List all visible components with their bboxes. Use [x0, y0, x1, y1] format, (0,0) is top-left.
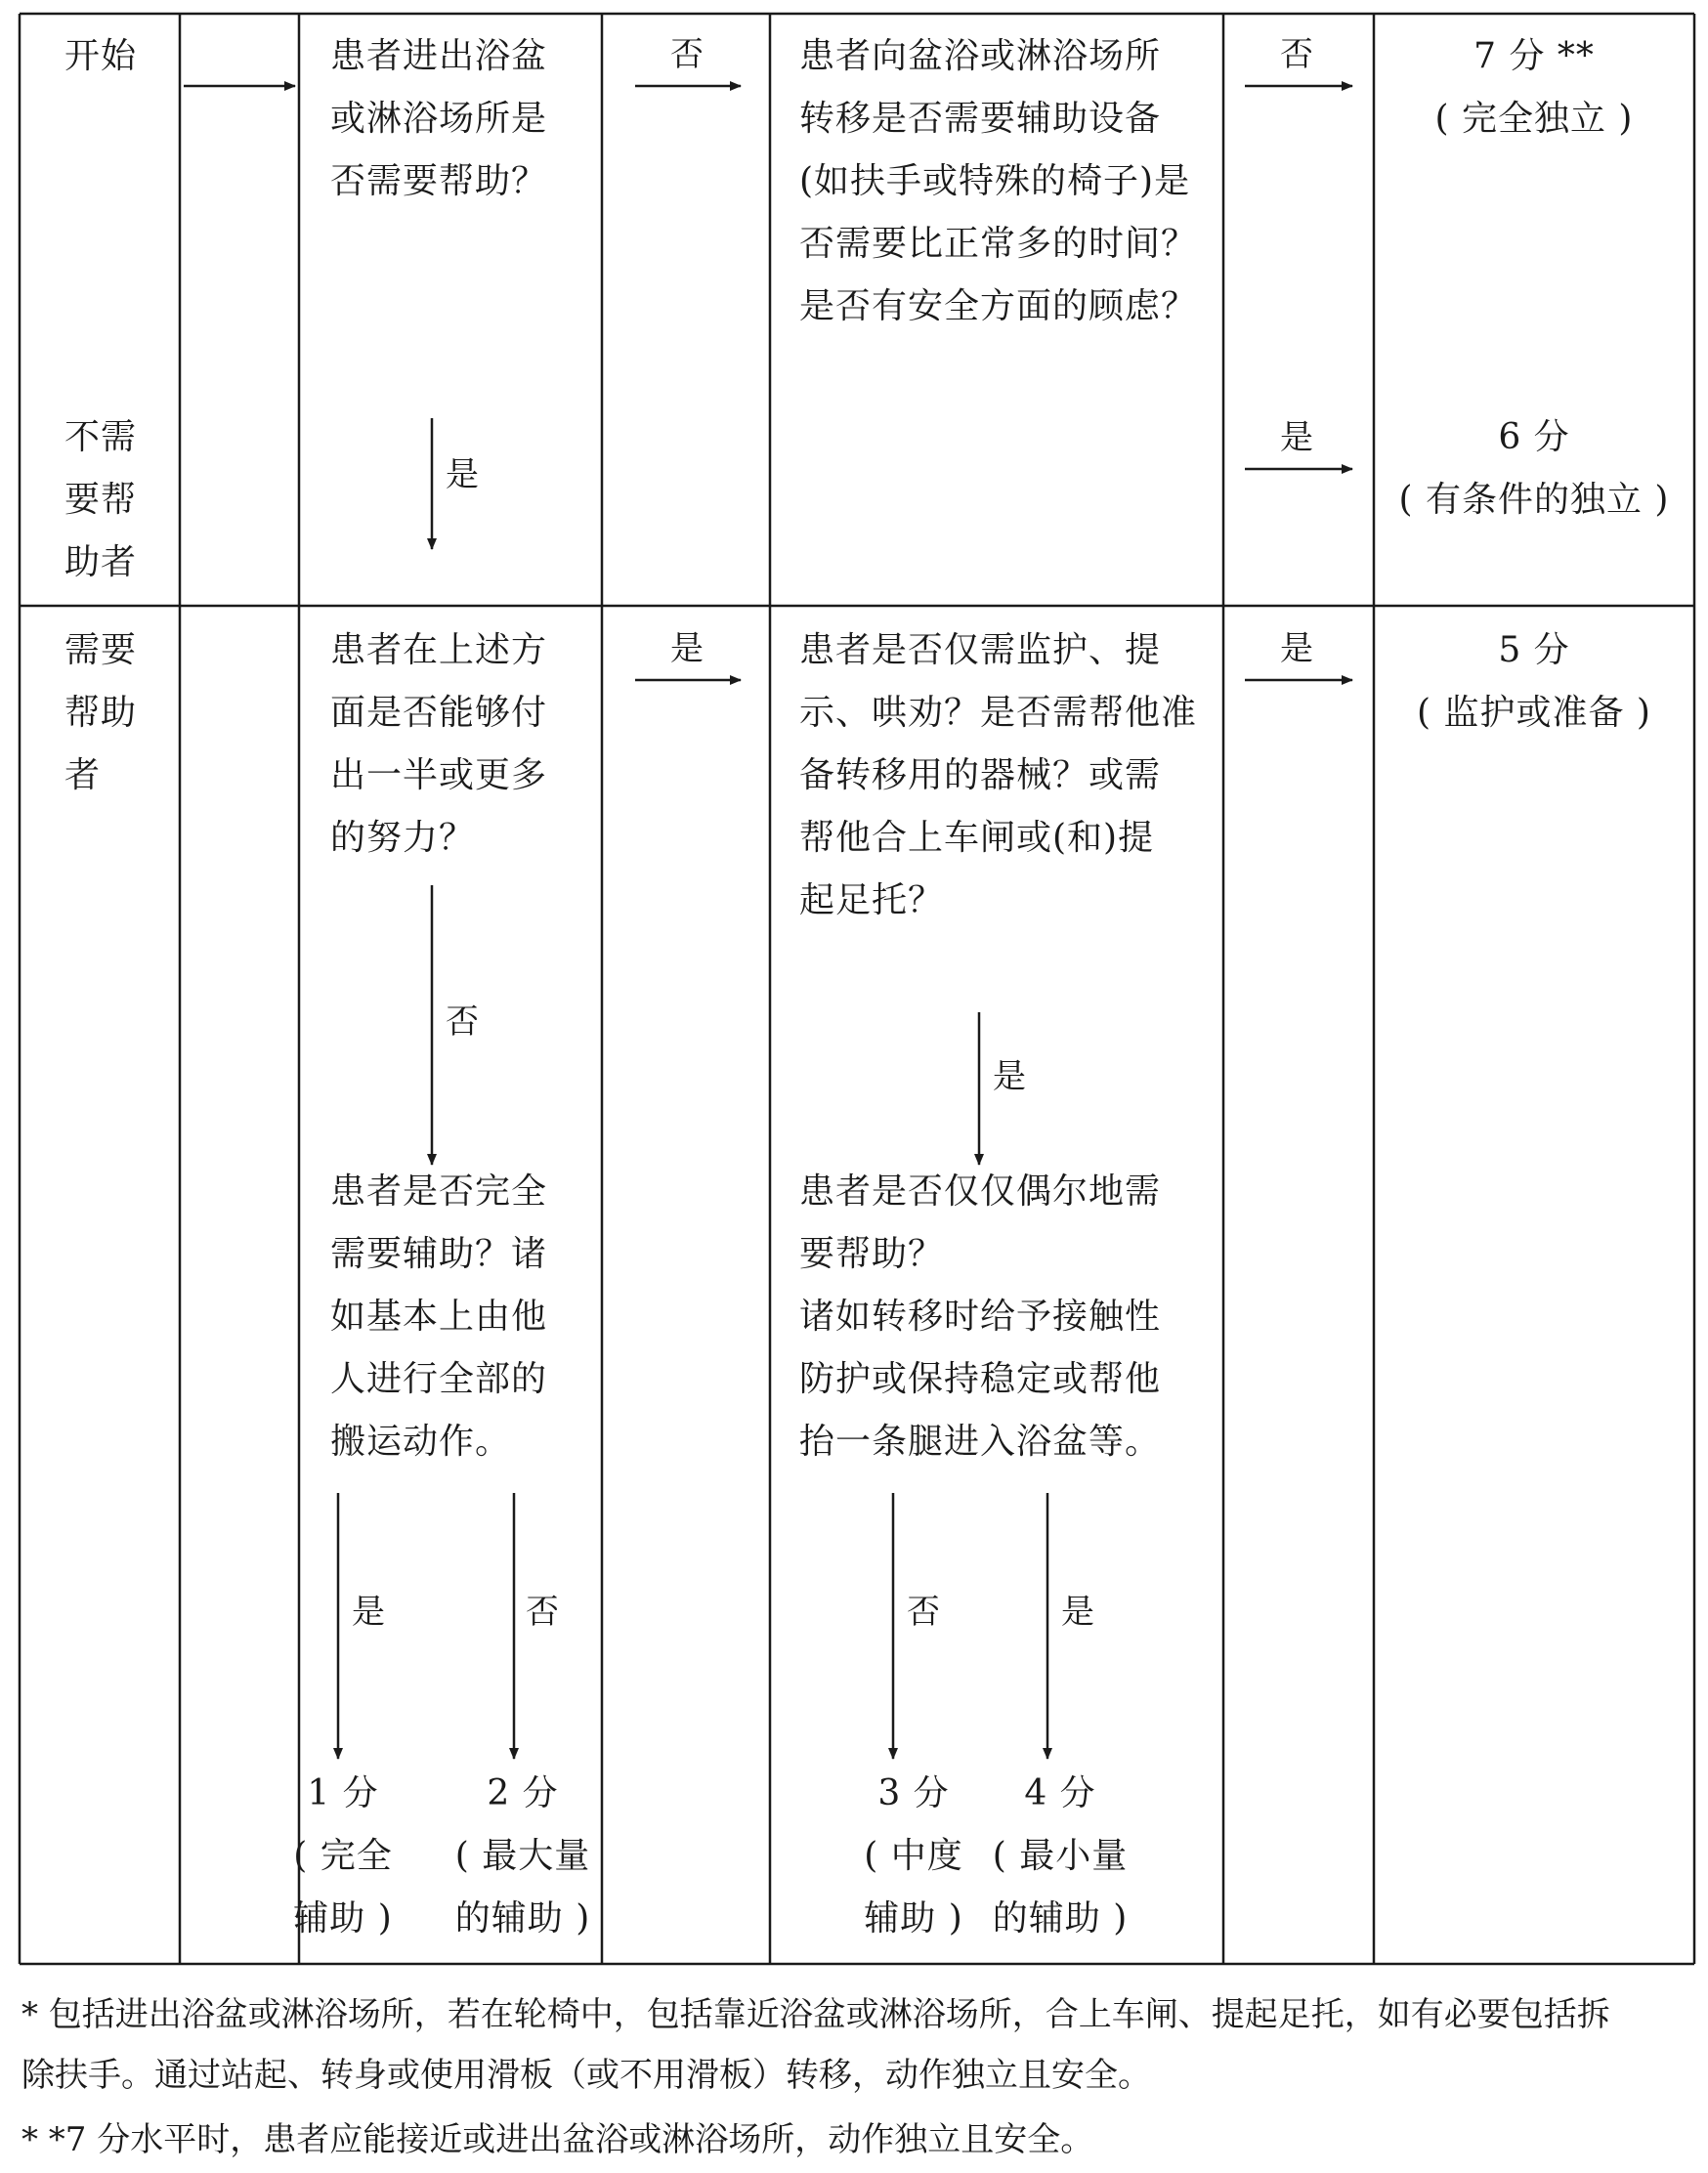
question-q5: 患者是否完全 需要辅助？诸 如基本上由他 人进行全部的 搬运动作。 [330, 1172, 548, 1462]
score-6: 6 分 ( 有条件的独立 ) [1398, 417, 1670, 520]
arrow-label-q3-q4: 是 [670, 629, 704, 668]
arrow-label-q3-q5: 否 [446, 1002, 479, 1042]
question-q6: 患者是否仅仅偶尔地需 要帮助？ 诸如转移时给予接触性 防护或保持稳定或帮他 抬一条腿进入浴盆等。 [799, 1172, 1162, 1462]
arrow-label-q2-score6: 是 [1280, 418, 1313, 457]
score-1: 1 分 ( 完全 辅助 ) [293, 1773, 393, 1939]
arrow-label-q6-score3: 否 [907, 1593, 940, 1632]
arrow-label-q4-score5: 是 [1280, 629, 1313, 668]
question-q2: 患者向盆浴或淋浴场所 转移是否需要辅助设备 (如扶手或特殊的椅子)是 否需要比正常多的时间？ 是否有安全方面的顾虑？ [799, 36, 1198, 326]
arrow-label-q4-q6: 是 [993, 1057, 1026, 1096]
row-label-start: 开始 [64, 36, 138, 76]
footnote-2: * *7 分水平时，患者应能接近或进出盆浴或淋浴场所，动作独立且安全。 [21, 2120, 1094, 2159]
arrow-label-q5-score1: 是 [352, 1593, 385, 1632]
arrow-label-q1-q3: 是 [446, 455, 479, 494]
arrow-label-q6-score4: 是 [1061, 1593, 1094, 1632]
question-q4: 患者是否仅需监护、提 示、哄劝？是否需帮他准 备转移用的器械？或需 帮他合上车闸或(和)提 起足托？ [799, 630, 1198, 920]
score-2: 2 分 ( 最大量 的辅助 ) [454, 1773, 591, 1939]
score-5: 5 分 ( 监护或准备 ) [1417, 630, 1651, 733]
arrow-label-q5-score2: 否 [526, 1593, 559, 1632]
footnote-1-line-1: * 包括进出浴盆或淋浴场所，若在轮椅中，包括靠近浴盆或淋浴场所，合上车闸、提起足托，如有必要包括拆 [21, 1995, 1610, 2034]
arrow-label-q1-q2: 否 [670, 35, 704, 74]
question-q3: 患者在上述方 面是否能够付 出一半或更多 的努力？ [330, 630, 548, 858]
row-label-need-help: 需要 帮助 者 [64, 630, 138, 795]
question-q1: 患者进出浴盆 或淋浴场所是 否需要帮助？ [330, 36, 548, 201]
score-3: 3 分 ( 中度 辅助 ) [864, 1773, 963, 1939]
footnote-1-line-2: 除扶手。通过站起、转身或使用滑板（或不用滑板）转移，动作独立且安全。 [21, 2056, 1151, 2095]
score-4: 4 分 ( 最小量 的辅助 ) [992, 1773, 1129, 1939]
arrow-label-q2-score7: 否 [1280, 35, 1313, 74]
score-7: 7 分 ** ( 完全独立 ) [1434, 36, 1634, 139]
row-label-no-help: 不需 要帮 助者 [64, 417, 138, 582]
